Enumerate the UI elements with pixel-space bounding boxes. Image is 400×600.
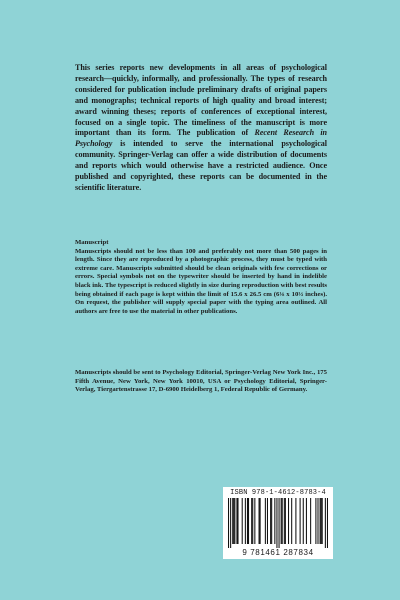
series-title: Recent Research in Psychology <box>75 128 327 149</box>
barcode-bar <box>282 498 283 544</box>
barcode-bar <box>276 498 277 548</box>
barcode-bar <box>310 498 311 544</box>
series-description-text-2: is intended to serve the international psychological community. Springer-Verlag can offer a wide distribution of documents and reports which would otherwise have a restricted audience. Once published and copyrighted, these reports can be documented in the scientific literature. <box>75 139 327 192</box>
barcode-bar <box>291 498 292 544</box>
barcode-bar <box>245 498 246 544</box>
manuscript-heading: Manuscript <box>75 239 109 246</box>
barcode-bar <box>252 498 253 544</box>
barcode-bar <box>247 498 248 544</box>
barcode-bar <box>251 498 252 544</box>
isbn-text: ISBN 978-1-4612-8783-4 <box>230 489 326 497</box>
barcode-bar <box>300 498 301 544</box>
barcode-bar <box>327 498 328 548</box>
manuscript-guidelines: Manuscripts should not be less than 100 and preferably not more than 500 pages in length. Since they are reproduced by a photographic process, they must be typed with extreme care. Manuscripts submitted should be clean originals with few corrections or errors. Special symbols not on the typewriter should be inserted by hand in indelible black ink. The typescript is reduced slightly in size during reproduction with best results being obtained if each page is kept within the limit of 15.6 x 26.5 cm (6⅛ x 10½ inches). On request, the publisher will supply special paper with the typing area outlined. All authors are free to use the material in other publications. <box>75 247 327 315</box>
barcode-bar <box>281 498 282 544</box>
barcode-bar <box>325 498 326 548</box>
barcode-bar <box>236 498 237 544</box>
barcode-bar <box>259 498 260 544</box>
barcode-bar <box>320 498 321 544</box>
barcode-bar <box>315 498 316 544</box>
barcode-bar <box>228 498 229 548</box>
barcode-bar <box>321 498 322 544</box>
submission-address: Manuscripts should be sent to Psychology Editorial, Springer-Verlag New York Inc., 175 Fifth Avenue, New York, New York 10010, USA or Psychology Editorial, Springer-Verlag, Tiergartenstrasse 17, D-6900 Heidelberg 1, Federal Republic of Germany. <box>75 369 327 394</box>
barcode-bar <box>237 498 238 544</box>
barcode-bar <box>230 498 231 548</box>
barcode-bar <box>288 498 289 544</box>
barcode-bar <box>248 498 249 544</box>
barcode-bar <box>284 498 285 544</box>
series-description <box>75 63 327 194</box>
barcode-bar <box>306 498 307 544</box>
manuscript-section <box>75 239 327 316</box>
barcode-bar <box>267 498 268 544</box>
barcode-bar <box>265 498 266 544</box>
barcode-bar <box>254 498 255 544</box>
barcode-bar <box>271 498 272 544</box>
barcode-bar <box>295 498 296 544</box>
barcode-bar <box>234 498 235 544</box>
ean-digits: 9 781461 287834 <box>242 548 314 557</box>
barcode-bar <box>232 498 233 544</box>
barcode-bar <box>233 498 234 544</box>
barcode-bar <box>279 498 280 548</box>
barcode-bars <box>228 498 328 548</box>
barcode-bar <box>303 498 304 544</box>
barcode-bar <box>260 498 261 544</box>
barcode-bar <box>242 498 243 544</box>
barcode-label <box>223 487 333 559</box>
barcode-bar <box>274 498 275 544</box>
barcode-bar <box>317 498 318 544</box>
barcode-bar <box>285 498 286 544</box>
barcode-bar <box>322 498 323 544</box>
barcode-bar <box>270 498 271 544</box>
series-description-text-1: This series reports new developments in all areas of psychological research—quickly, informally, and professionally. The types of research considered for publication include preliminary drafts of original papers and monographs; technical reports of high quality and broad interest; award winning theses; reports of conferences of exceptional interest, focused on a single topic. The timeliness of the manuscript is more important than its form. The publication of <box>75 63 327 138</box>
